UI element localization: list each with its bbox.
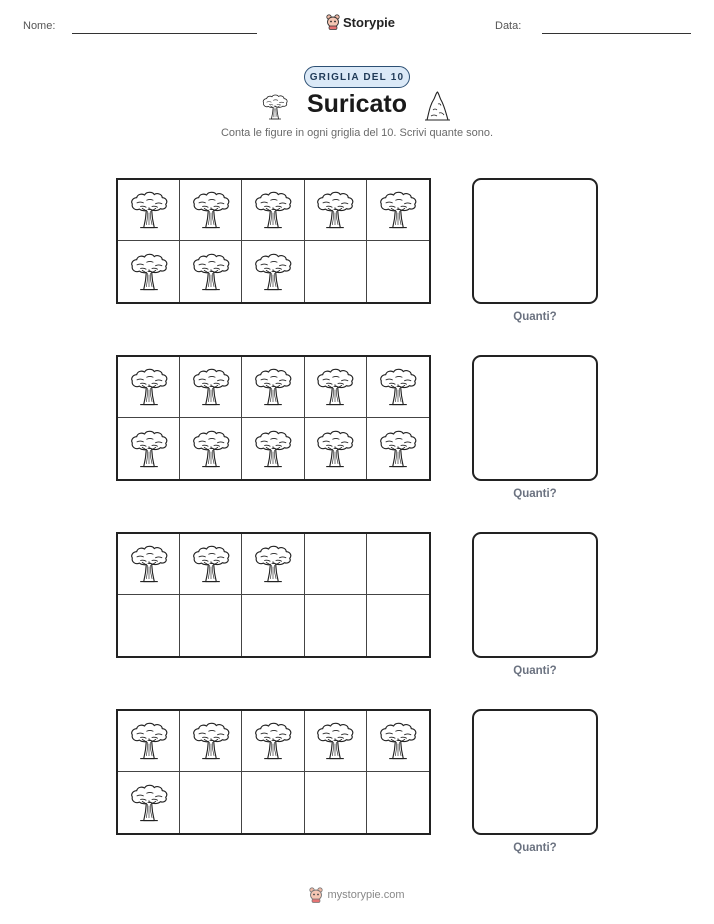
- answer-box-2[interactable]: [472, 355, 598, 481]
- frame-cell: [367, 534, 429, 595]
- name-line[interactable]: [72, 33, 257, 34]
- frame-cell: [242, 772, 304, 833]
- tree-icon: [376, 718, 420, 764]
- tree-icon: [189, 426, 233, 472]
- tree-icon: [251, 364, 295, 410]
- frame-cell: [305, 180, 367, 241]
- tree-icon: [251, 187, 295, 233]
- frame-cell: [242, 180, 304, 241]
- frame-cell: [118, 418, 180, 479]
- tree-icon: [251, 426, 295, 472]
- ten-frame-3: [116, 532, 431, 658]
- tree-icon: [189, 187, 233, 233]
- storypie-mascot-icon: [326, 14, 340, 30]
- frame-cell: [305, 772, 367, 833]
- answer-label-1: Quanti?: [513, 311, 557, 323]
- tree-icon: [313, 187, 357, 233]
- ten-frame-2: [116, 355, 431, 481]
- frame-cell: [118, 711, 180, 772]
- answer-label-3: Quanti?: [513, 665, 557, 677]
- frame-cell: [118, 534, 180, 595]
- tree-icon: [189, 718, 233, 764]
- tree-icon: [313, 426, 357, 472]
- tree-icon: [127, 364, 171, 410]
- frame-cell: [367, 418, 429, 479]
- name-label: Nome:: [23, 20, 56, 32]
- frame-cell: [242, 357, 304, 418]
- frame-cell: [367, 241, 429, 302]
- frame-cell: [242, 418, 304, 479]
- frame-cell: [180, 180, 242, 241]
- storypie-mascot-icon: [309, 887, 323, 903]
- frame-cell: [180, 772, 242, 833]
- frame-cell: [180, 241, 242, 302]
- answer-label-4: Quanti?: [513, 842, 557, 854]
- frame-cell: [305, 241, 367, 302]
- frame-cell: [305, 534, 367, 595]
- frame-cell: [305, 711, 367, 772]
- tree-icon: [376, 187, 420, 233]
- frame-cell: [305, 418, 367, 479]
- brand-name: Storypie: [343, 14, 396, 30]
- frame-cell: [180, 711, 242, 772]
- date-label: Data:: [495, 20, 522, 32]
- footer: [0, 887, 714, 903]
- frame-cell: [367, 595, 429, 656]
- tree-icon: [313, 364, 357, 410]
- frame-cell: [118, 772, 180, 833]
- frame-cell: [242, 534, 304, 595]
- ten-frame-4: [116, 709, 431, 835]
- frame-cell: [180, 357, 242, 418]
- frame-cell: [180, 418, 242, 479]
- frame-cell: [367, 711, 429, 772]
- frame-cell: [367, 357, 429, 418]
- frame-cell: [118, 595, 180, 656]
- tree-icon: [376, 364, 420, 410]
- instructions: Conta le figure in ogni griglia del 10. Scrivi quante sono.: [220, 127, 494, 139]
- tree-icon: [251, 249, 295, 295]
- tree-icon: [127, 426, 171, 472]
- tree-icon: [127, 780, 171, 826]
- frame-cell: [242, 595, 304, 656]
- answer-label-2: Quanti?: [513, 488, 557, 500]
- termite-mound-icon: [422, 90, 452, 122]
- frame-cell: [118, 241, 180, 302]
- frame-cell: [305, 357, 367, 418]
- tree-icon: [251, 541, 295, 587]
- tree-icon: [189, 249, 233, 295]
- tree-icon: [127, 541, 171, 587]
- tree-icon: [189, 541, 233, 587]
- ten-frame-1: [116, 178, 431, 304]
- worksheet-type-badge: GRIGLIA DEL 10: [304, 66, 410, 88]
- tree-icon: [376, 426, 420, 472]
- tree-icon: [127, 718, 171, 764]
- frame-cell: [180, 534, 242, 595]
- tree-icon: [251, 718, 295, 764]
- tree-icon: [189, 364, 233, 410]
- frame-cell: [242, 241, 304, 302]
- frame-cell: [367, 180, 429, 241]
- answer-box-3[interactable]: [472, 532, 598, 658]
- tree-icon: [127, 249, 171, 295]
- tree-icon: [127, 187, 171, 233]
- frame-cell: [180, 595, 242, 656]
- frame-cell: [367, 772, 429, 833]
- frame-cell: [118, 357, 180, 418]
- footer-url: mystorypie.com: [327, 889, 405, 901]
- tree-icon: [313, 718, 357, 764]
- page-title: Suricato: [306, 90, 408, 118]
- frame-cell: [242, 711, 304, 772]
- frame-cell: [305, 595, 367, 656]
- answer-box-1[interactable]: [472, 178, 598, 304]
- date-line[interactable]: [542, 33, 691, 34]
- brand-logo: [326, 14, 395, 30]
- answer-box-4[interactable]: [472, 709, 598, 835]
- frame-cell: [118, 180, 180, 241]
